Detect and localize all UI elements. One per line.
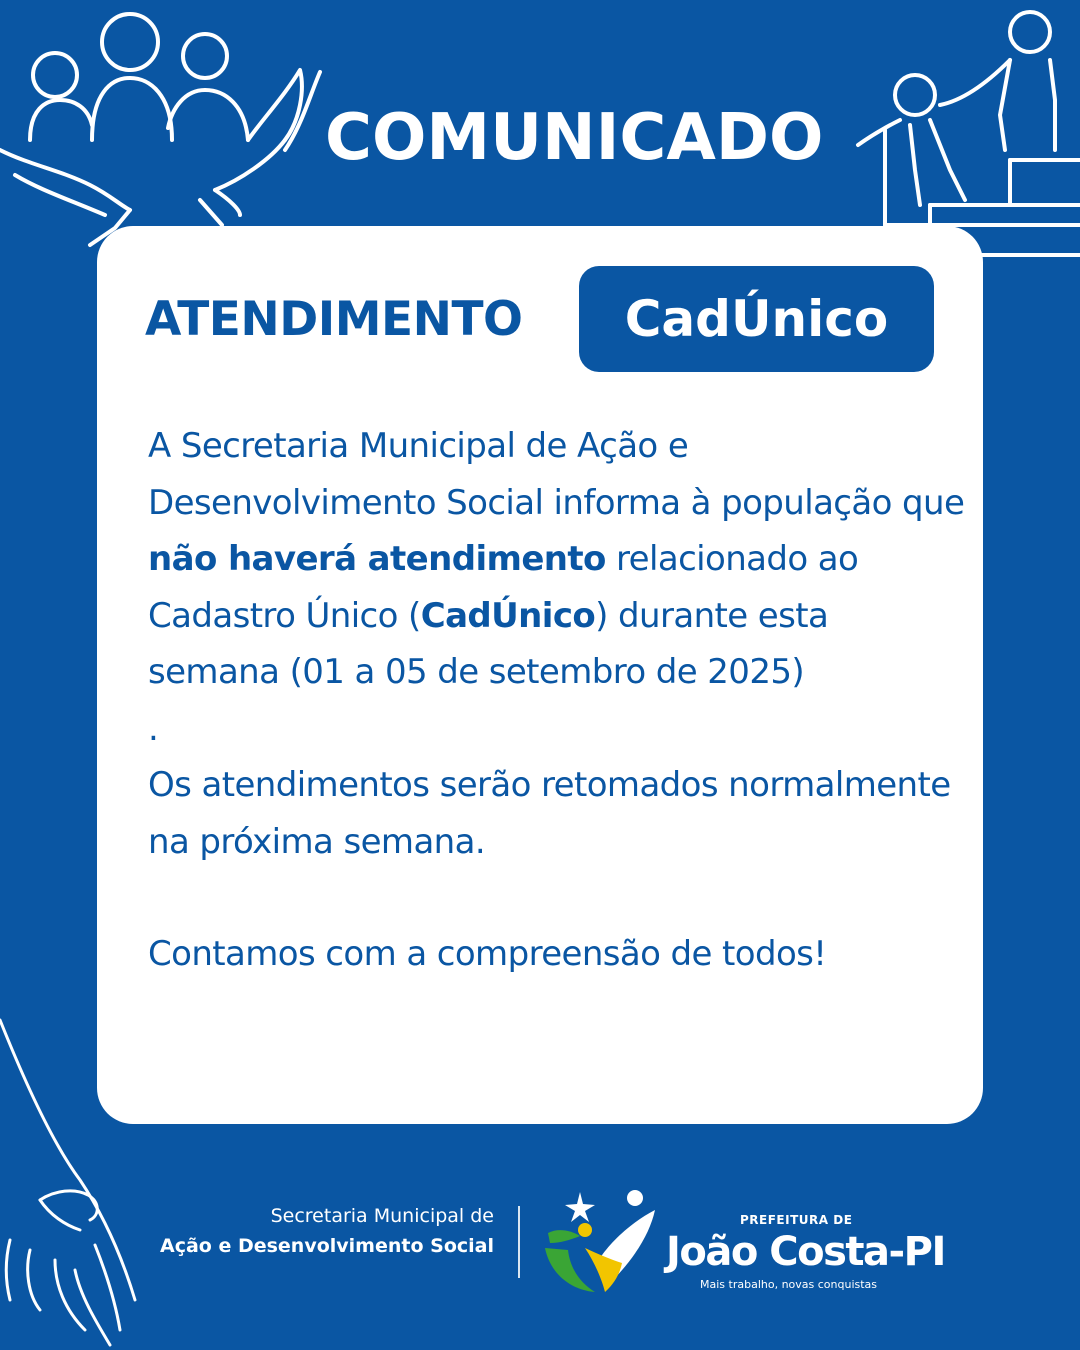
badge-label: CadÚnico bbox=[624, 290, 889, 348]
body-paragraph-3: Contamos com a compreensão de todos! bbox=[148, 934, 827, 974]
secretaria-label bbox=[160, 1201, 494, 1261]
announcement-body bbox=[148, 418, 968, 983]
body-bold-text: CadÚnico bbox=[420, 595, 596, 636]
body-text: relacionado ao Cadastro Único ( bbox=[148, 539, 859, 636]
body-text: A Secretaria Municipal de Ação e Desenvolvimento Social informa à população que bbox=[148, 426, 965, 523]
announcement-card bbox=[97, 226, 983, 1124]
body-paragraph-1 bbox=[148, 418, 968, 701]
body-bold-text: não haverá atendimento bbox=[148, 539, 606, 579]
card-heading: ATENDIMENTO bbox=[145, 292, 523, 347]
body-paragraph-2: Os atendimentos serão retomados normalmente na próxima semana. bbox=[148, 765, 951, 862]
body-dot: . bbox=[148, 708, 159, 749]
slogan: Mais trabalho, novas conquistas bbox=[700, 1278, 878, 1291]
page-title: COMUNICADO bbox=[325, 101, 824, 175]
secretaria-line-2: Ação e Desenvolvimento Social bbox=[160, 1235, 494, 1257]
footer-divider bbox=[518, 1206, 520, 1278]
cadunico-badge bbox=[579, 266, 934, 372]
people-in-hands-icon bbox=[0, 0, 330, 260]
prefeitura-logo-icon bbox=[540, 1188, 665, 1298]
secretaria-line-1: Secretaria Municipal de bbox=[270, 1205, 494, 1227]
city-name: João Costa-PI bbox=[666, 1229, 945, 1275]
prefeitura-label: PREFEITURA DE bbox=[740, 1213, 853, 1227]
body-text: ) durante esta semana (01 a 05 de setembro de 2025) bbox=[148, 595, 829, 692]
